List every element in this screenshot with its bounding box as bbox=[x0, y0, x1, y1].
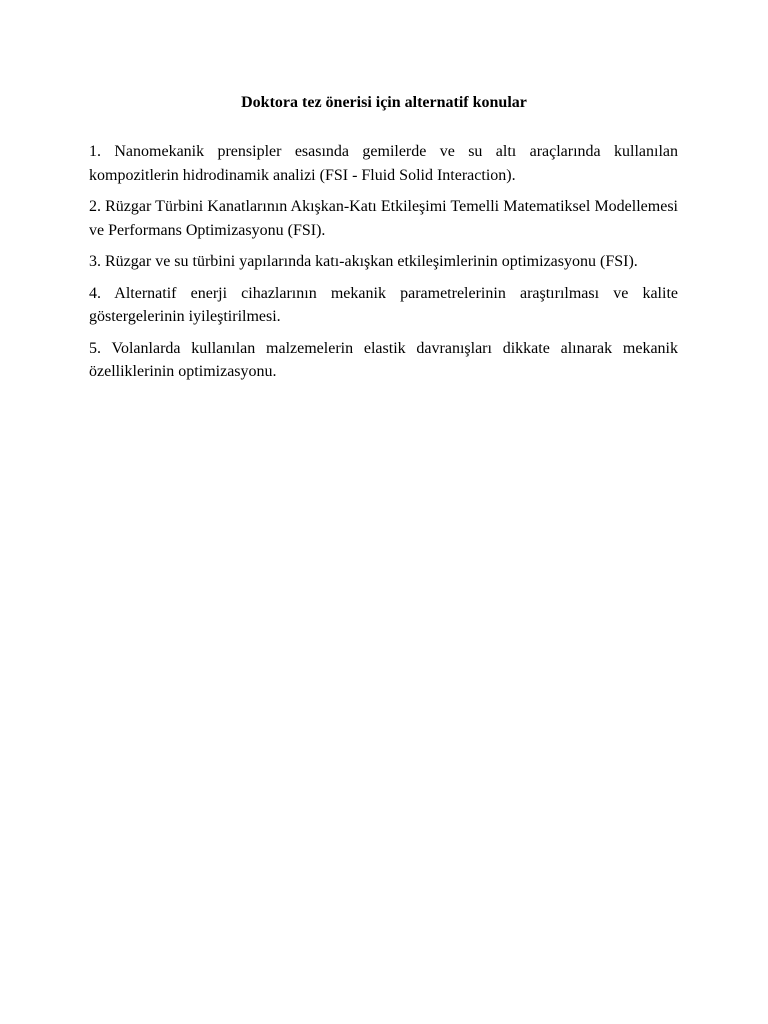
topic-item-2: 2. Rüzgar Türbini Kanatlarının Akışkan-Katı Etkileşimi Temelli Matematiksel Modellemesi ve Performans Optimizasyonu (FSI). bbox=[89, 198, 678, 239]
topic-list bbox=[89, 140, 678, 392]
topic-item-1: 1. Nanomekanik prensipler esasında gemilerde ve su altı araçlarında kullanılan kompozitlerin hidrodinamik analizi (FSI - Fluid Solid Interaction). bbox=[89, 143, 678, 184]
topic-item-3: 3. Rüzgar ve su türbini yapılarında katı-akışkan etkileşimlerinin optimizasyonu (FSI). bbox=[89, 253, 638, 270]
topic-item-5: 5. Volanlarda kullanılan malzemelerin elastik davranışları dikkate alınarak mekanik özelliklerinin optimizasyonu. bbox=[89, 339, 678, 380]
document-title: Doktora tez önerisi için alternatif konular bbox=[241, 94, 527, 111]
topic-item-4: 4. Alternatif enerji cihazlarının mekanik parametrelerinin araştırılması ve kalite göstergelerinin iyileştirilmesi. bbox=[89, 284, 678, 325]
